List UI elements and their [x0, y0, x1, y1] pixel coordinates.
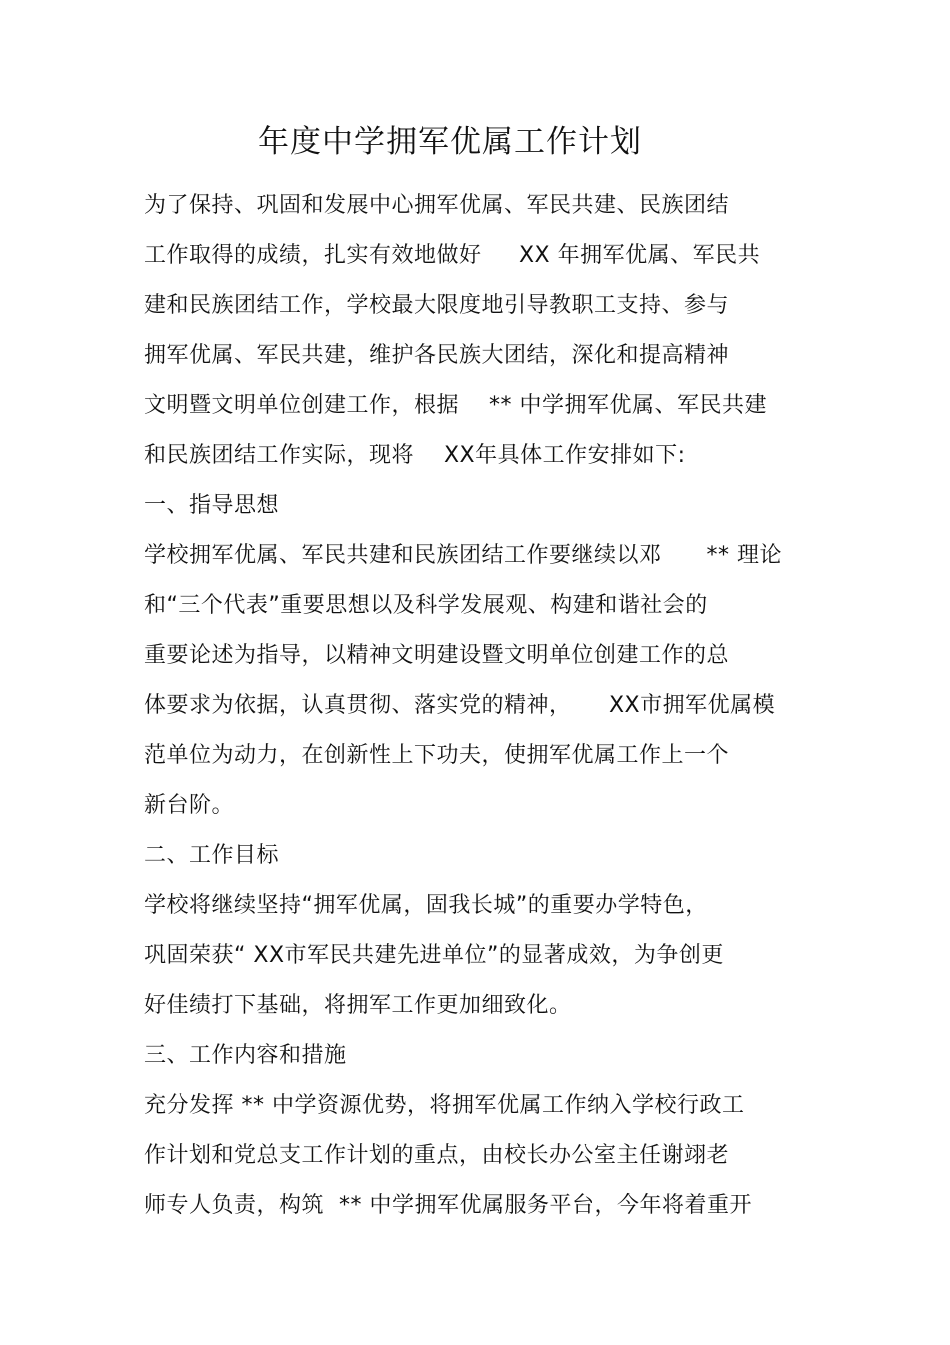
paragraph-line: 和民族团结工作实际，现将 XX年具体工作安排如下:	[144, 443, 686, 468]
paragraph-line: 拥军优属、军民共建，维护各民族大团结，深化和提高精神	[144, 343, 730, 368]
paragraph-line: 体要求为依据，认真贯彻、落实党的精神， XX市拥军优属模	[144, 693, 776, 718]
paragraph-line: 文明暨文明单位创建工作，根据 ** 中学拥军优属、军民共建	[144, 393, 767, 418]
paragraph-line: 和“三个代表”重要思想以及科学发展观、构建和谐社会的	[144, 593, 708, 618]
section-heading: 二、工作目标	[144, 843, 280, 868]
document-title: 年度中学拥军优属工作计划	[258, 124, 642, 160]
paragraph-line: 学校拥军优属、军民共建和民族团结工作要继续以邓 ** 理论	[144, 543, 782, 568]
paragraph-line: 重要论述为指导，以精神文明建设暨文明单位创建工作的总	[144, 643, 730, 668]
paragraph-line: 工作取得的成绩，扎实有效地做好 XX 年拥军优属、军民共	[144, 243, 761, 268]
paragraph-line: 充分发挥 ** 中学资源优势，将拥军优属工作纳入学校行政工	[144, 1093, 745, 1118]
section-heading: 三、工作内容和措施	[144, 1043, 347, 1068]
paragraph-line: 为了保持、巩固和发展中心拥军优属、军民共建、民族团结	[144, 193, 730, 218]
paragraph-line: 新台阶。	[144, 793, 235, 818]
paragraph-line: 巩固荣获“ XX市军民共建先进单位”的显著成效，为争创更	[144, 943, 724, 968]
paragraph-line: 建和民族团结工作，学校最大限度地引导教职工支持、参与	[144, 293, 730, 318]
paragraph-line: 师专人负责，构筑 ** 中学拥军优属服务平台，今年将着重开	[144, 1193, 752, 1218]
paragraph-line: 学校将继续坚持“拥军优属，固我长城”的重要办学特色，	[144, 893, 708, 918]
paragraph-line: 作计划和党总支工作计划的重点，由校长办公室主任谢翊老	[144, 1143, 730, 1168]
section-heading: 一、指导思想	[144, 493, 280, 518]
paragraph-line: 范单位为动力，在创新性上下功夫，使拥军优属工作上一个	[144, 743, 730, 768]
paragraph-line: 好佳绩打下基础，将拥军工作更加细致化。	[144, 993, 572, 1018]
